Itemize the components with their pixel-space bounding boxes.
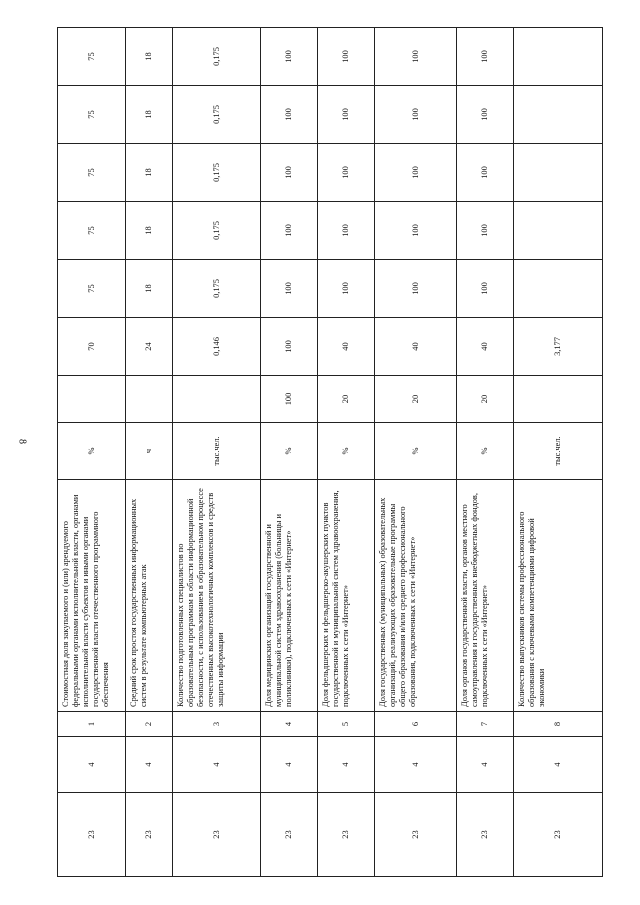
value-cell: 75 — [58, 86, 126, 144]
code-cell: 23 — [375, 793, 457, 877]
unit-cell: ч — [126, 423, 173, 480]
indicator-description-cell: Количество выпускников системы профессионального образования с ключевыми компетенциями цифровой экономики — [514, 480, 603, 712]
value-cell — [514, 202, 603, 260]
value-cell: 100 — [261, 144, 318, 202]
value-cell: 100 — [261, 86, 318, 144]
section-cell: 4 — [318, 737, 375, 793]
indicator-description-cell: Стоимостная доля закупаемого и (или) арендуемого федеральными органами исполнительной власти, органами исполнительной власти субъектов и иными органами государственной власти отечественного программного обеспечения — [58, 480, 126, 712]
value-cell: 0,175 — [173, 144, 261, 202]
indicator-description-cell: Количество подготовленных специалистов по образовательным программам в области информационной безопасности, с использованием в образовательном процессе отечественных высокотехнологичных комплексов и средств защиты информации — [173, 480, 261, 712]
section-cell: 4 — [457, 737, 514, 793]
indicator-description-cell: Доля государственных (муниципальных) образовательных организаций, реализующих образовательные программы общего образования и/или среднего профессионального образования, подключенных к сети «Интернет» — [375, 480, 457, 712]
table-row — [375, 28, 457, 877]
base-value-cell: 20 — [375, 376, 457, 423]
value-cell: 100 — [261, 260, 318, 318]
indicator-description-cell: Доля фельдшерских и фельдшерско-акушерских пунктов государственной и муниципальной систем здравоохранения, подключенных к сети «Интернет» — [318, 480, 375, 712]
value-cell: 18 — [126, 260, 173, 318]
code-cell: 23 — [514, 793, 603, 877]
value-cell: 40 — [318, 318, 375, 376]
row-number-cell: 4 — [261, 712, 318, 737]
value-cell: 0,175 — [173, 86, 261, 144]
indicator-description-cell: Доля медицинских организаций государственной и муниципальной систем здравоохранения (больницы и поликлиники), подключенных к сети «Интернет» — [261, 480, 318, 712]
value-cell: 75 — [58, 28, 126, 86]
unit-cell: % — [457, 423, 514, 480]
value-cell: 100 — [457, 144, 514, 202]
unit-cell: % — [58, 423, 126, 480]
value-cell: 24 — [126, 318, 173, 376]
value-cell: 100 — [375, 202, 457, 260]
table-row — [261, 28, 318, 877]
value-cell: 100 — [375, 86, 457, 144]
value-cell: 75 — [58, 260, 126, 318]
base-value-cell: 20 — [457, 376, 514, 423]
row-number-cell: 5 — [318, 712, 375, 737]
table-row — [457, 28, 514, 877]
value-cell: 0,175 — [173, 260, 261, 318]
value-cell — [514, 28, 603, 86]
base-value-cell: 20 — [318, 376, 375, 423]
code-cell: 23 — [173, 793, 261, 877]
value-cell: 70 — [58, 318, 126, 376]
value-cell: 100 — [318, 260, 375, 318]
table-row — [173, 28, 261, 877]
indicator-table-rotated — [57, 27, 602, 877]
indicator-description-cell: Доля органов государственной власти, органов местного самоуправления и государственных внебюджетных фондов, подключенных к сети «Интернет» — [457, 480, 514, 712]
table-row — [318, 28, 375, 877]
value-cell — [514, 86, 603, 144]
base-value-cell — [126, 376, 173, 423]
code-cell: 23 — [58, 793, 126, 877]
row-number-cell: 3 — [173, 712, 261, 737]
value-cell: 100 — [375, 144, 457, 202]
value-cell: 100 — [318, 86, 375, 144]
value-cell: 100 — [375, 28, 457, 86]
row-number-cell: 1 — [58, 712, 126, 737]
value-cell: 100 — [261, 202, 318, 260]
value-cell: 18 — [126, 144, 173, 202]
value-cell — [514, 144, 603, 202]
value-cell: 0,175 — [173, 28, 261, 86]
section-cell: 4 — [375, 737, 457, 793]
page-number: 8 — [16, 439, 28, 444]
row-number-cell: 6 — [375, 712, 457, 737]
value-cell: 18 — [126, 86, 173, 144]
section-cell: 4 — [173, 737, 261, 793]
section-cell: 4 — [58, 737, 126, 793]
unit-cell: % — [318, 423, 375, 480]
value-cell: 40 — [375, 318, 457, 376]
indicator-table — [57, 27, 603, 877]
base-value-cell: 100 — [261, 376, 318, 423]
section-cell: 4 — [126, 737, 173, 793]
value-cell: 100 — [457, 28, 514, 86]
code-cell: 23 — [457, 793, 514, 877]
section-cell: 4 — [514, 737, 603, 793]
unit-cell: тыс.чел. — [173, 423, 261, 480]
indicator-description-cell: Средний срок простоя государственных информационных систем в результате компьютерных атак — [126, 480, 173, 712]
value-cell: 100 — [457, 86, 514, 144]
unit-cell: % — [375, 423, 457, 480]
value-cell: 0,146 — [173, 318, 261, 376]
table-row — [58, 28, 126, 877]
value-cell: 75 — [58, 202, 126, 260]
value-cell: 100 — [318, 144, 375, 202]
value-cell: 18 — [126, 202, 173, 260]
base-value-cell — [514, 376, 603, 423]
value-cell: 100 — [457, 202, 514, 260]
value-cell: 18 — [126, 28, 173, 86]
value-cell: 0,175 — [173, 202, 261, 260]
value-cell: 100 — [457, 260, 514, 318]
unit-cell: % — [261, 423, 318, 480]
row-number-cell: 8 — [514, 712, 603, 737]
unit-cell: тыс.чел. — [514, 423, 603, 480]
code-cell: 23 — [318, 793, 375, 877]
value-cell: 40 — [457, 318, 514, 376]
value-cell: 100 — [318, 202, 375, 260]
section-cell: 4 — [261, 737, 318, 793]
value-cell: 100 — [261, 318, 318, 376]
table-row — [126, 28, 173, 877]
base-value-cell — [173, 376, 261, 423]
value-cell: 100 — [375, 260, 457, 318]
row-number-cell: 7 — [457, 712, 514, 737]
code-cell: 23 — [126, 793, 173, 877]
value-cell: 100 — [318, 28, 375, 86]
value-cell: 100 — [261, 28, 318, 86]
value-cell: 75 — [58, 144, 126, 202]
value-cell: 3,177 — [514, 318, 603, 376]
row-number-cell: 2 — [126, 712, 173, 737]
base-value-cell — [58, 376, 126, 423]
value-cell — [514, 260, 603, 318]
code-cell: 23 — [261, 793, 318, 877]
table-row — [514, 28, 603, 877]
